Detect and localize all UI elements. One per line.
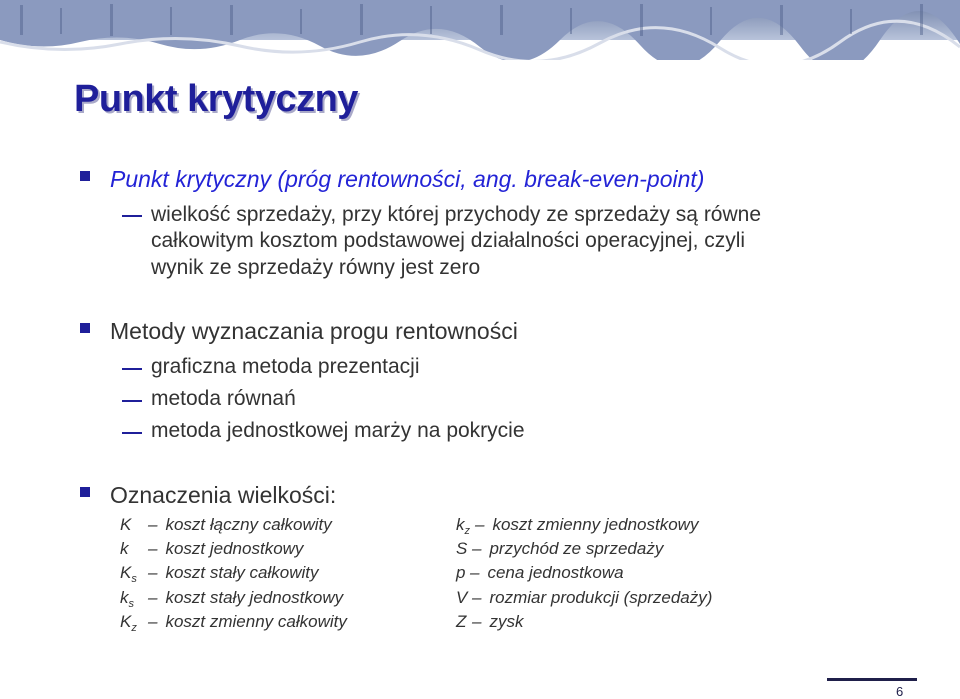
method-item: metoda równań [151, 387, 296, 410]
symbol: $k_z$ [456, 515, 470, 537]
bullet-square-icon [80, 487, 90, 497]
definition-line-1: wielkość sprzedaży, przy której przychody ze sprzedaży są równe [151, 203, 762, 226]
symbol: Z [456, 612, 467, 631]
symbol-definition: – koszt łączny całkowity [148, 515, 332, 535]
dash-icon [122, 215, 142, 217]
symbol-definition: – koszt zmienny całkowity [148, 612, 347, 632]
symbol: K [120, 515, 132, 534]
section1-heading [110, 166, 704, 193]
slide-title: Punkt krytyczny [74, 78, 358, 120]
symbol: k [120, 539, 129, 558]
symbol: S [456, 539, 468, 558]
dash-icon [122, 368, 142, 370]
symbol-definition: – koszt jednostkowy [148, 539, 303, 559]
section2-heading: Metody wyznaczania progu rentowności [110, 318, 518, 344]
dash-icon [122, 432, 142, 434]
section1-heading-rest: (próg rentowności, ang. break-even-point) [277, 166, 705, 192]
page-number: 6 [896, 684, 904, 699]
section1-heading-accent: Punkt krytyczny [110, 166, 272, 192]
symbol: V [456, 588, 468, 607]
dash-icon [122, 400, 142, 402]
decorative-banner [0, 0, 960, 60]
symbol-definition: – zysk [472, 612, 523, 632]
symbol-definition: – koszt stały całkowity [148, 563, 319, 583]
symbol: $K_z$ [120, 612, 137, 634]
symbol: p [456, 563, 466, 582]
symbol: $k_s$ [120, 588, 134, 610]
symbol-definition: – koszt stały jednostkowy [148, 588, 343, 608]
section3-heading: Oznaczenia wielkości: [110, 482, 337, 508]
symbol-definition: – cena jednostkowa [470, 563, 624, 583]
method-item: graficzna metoda prezentacji [151, 355, 420, 378]
symbol-definition: – koszt zmienny jednostkowy [475, 515, 698, 535]
symbol-definition: – rozmiar produkcji (sprzedaży) [472, 588, 712, 608]
symbol: $K_s$ [120, 563, 137, 585]
footer-divider [827, 678, 917, 681]
bullet-square-icon [80, 323, 90, 333]
bullet-square-icon [80, 171, 90, 181]
symbol-definition: – przychód ze sprzedaży [472, 539, 663, 559]
method-item: metoda jednostkowej marży na pokrycie [151, 419, 525, 442]
definition-line-3: wynik ze sprzedaży równy jest zero [151, 256, 481, 279]
definition-line-2: całkowitym kosztom podstawowej działalności operacyjnej, czyli [151, 229, 746, 252]
